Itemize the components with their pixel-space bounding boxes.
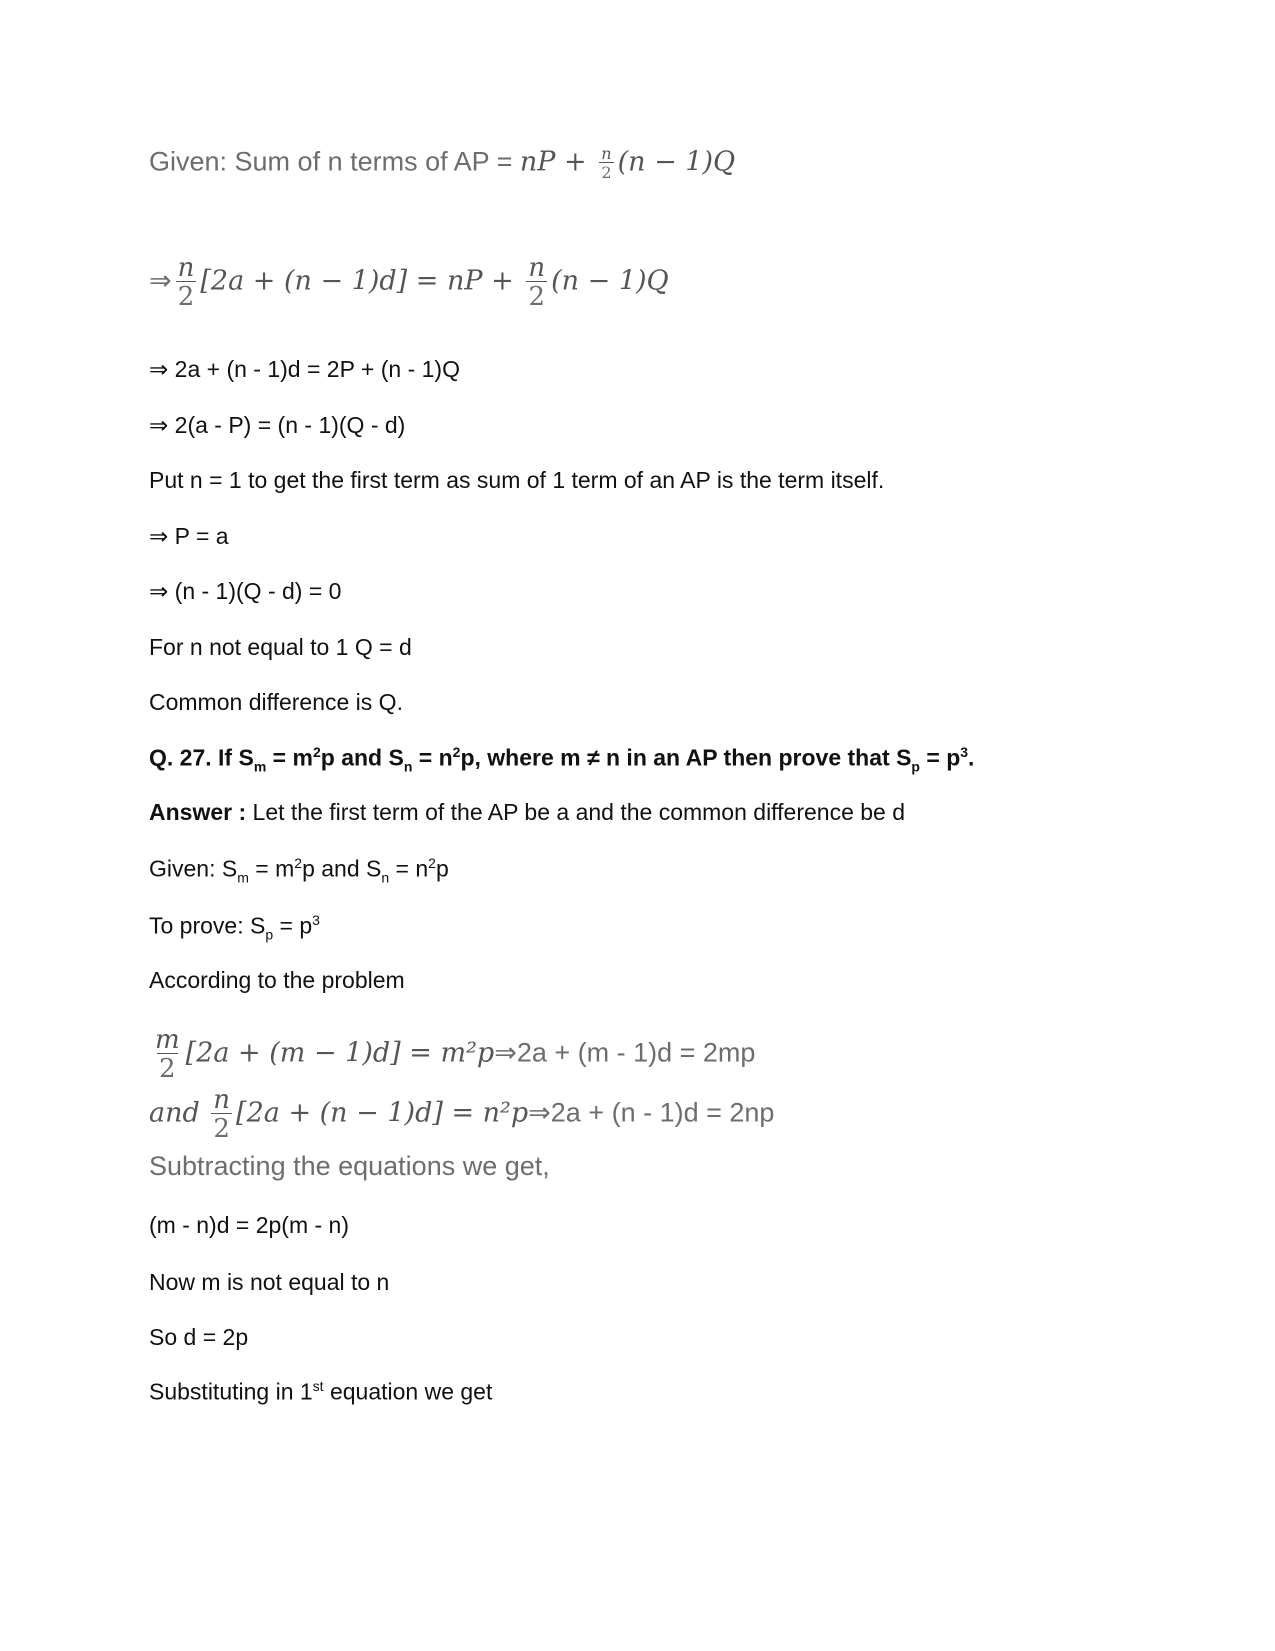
given-line: Given: $S_m = m^2p$ and $S_n = n^2p$ [149,855,449,886]
fraction-n-over-2: $\frac{n}{2}$ [528,253,546,312]
formula-implies-mid: [2a + (n − 1)d] = nP + [200,265,523,297]
fraction-m-over-2: $\frac{m}{2}$ [155,1025,180,1084]
formula-given-label: Given: Sum of n terms of AP = [149,146,520,177]
step-line: Common difference is Q. [149,689,403,715]
formula-implies [149,255,669,310]
step-line: Put n = 1 to get the first term as sum of 1 term of an AP is the term itself. [149,467,885,493]
equation-1-plain: ⇒2a + (m - 1)d = 2mp [494,1037,756,1068]
formula-given-tail: (n − 1)Q [617,146,736,178]
equation-2 [149,1087,774,1142]
answer-label: Answer : [149,799,247,825]
step-line: ⇒ P = a [149,523,229,549]
answer-text: Let the first term of the AP be a and the common difference be d [246,799,906,825]
step-line: Now m is not equal to n [149,1269,390,1295]
formula-given [149,146,735,181]
fraction-n-over-2: $\frac{n}{2}$ [213,1085,231,1144]
equation-1 [149,1027,755,1082]
fraction-n-over-2: $\frac{n}{2}$ [601,144,612,182]
equation-2-math: [2a + (n − 1)d] = n²p [236,1097,529,1129]
substituting-line: Substituting in 1st equation we get [149,1378,493,1405]
step-line: ⇒ 2a + (n - 1)d = 2P + (n - 1)Q [149,356,460,382]
according-line: According to the problem [149,967,405,993]
formula-implies-tail: (n − 1)Q [551,265,669,297]
to-prove-line: To prove: $S_p = p^3$ [149,912,320,943]
step-line: ⇒ 2(a - P) = (n - 1)(Q - d) [149,412,406,438]
and-word: and [149,1097,200,1129]
equation-2-plain: ⇒2a + (n - 1)d = 2np [528,1097,775,1128]
fraction-n-over-2: $\frac{n}{2}$ [177,253,195,312]
subtracting-line: Subtracting the equations we get, [149,1151,550,1181]
formula-given-rhs: nP + [519,146,596,178]
step-line: So d = 2p [149,1324,249,1350]
step-line: For n not equal to 1 Q = d [149,634,412,660]
step-line: ⇒ (n - 1)(Q - d) = 0 [149,578,342,604]
answer-line [149,799,905,826]
implies-arrow: ⇒ [149,265,172,296]
step-line: (m - n)d = 2p(m - n) [149,1212,350,1238]
equation-1-math: [2a + (m − 1)d] = m²p [185,1037,495,1069]
question-27: Q. 27. If $S_m = m^2p$ and $S_n = n^2p$, where m ≠ n in an AP then prove that $S_p = p^3$. [149,744,975,775]
